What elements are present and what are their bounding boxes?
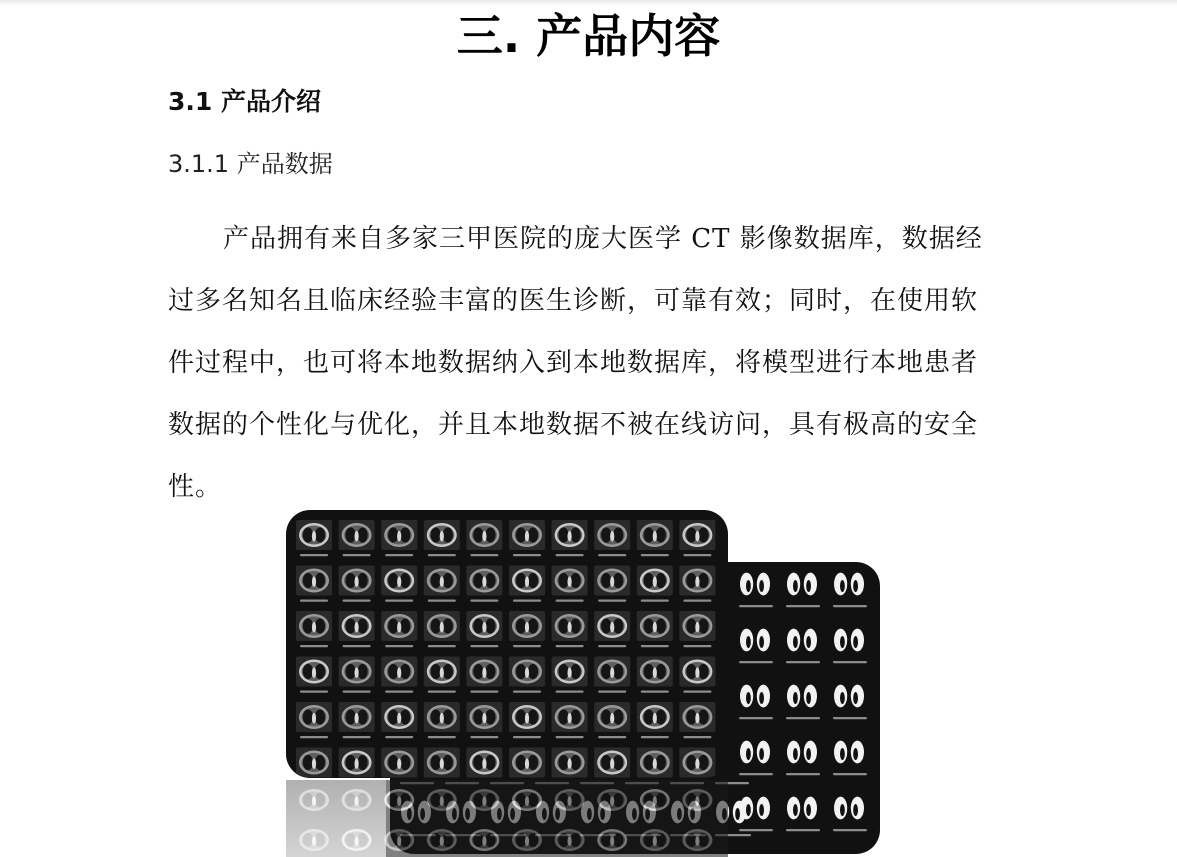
ct-scan-thumbnail bbox=[512, 660, 542, 684]
thumbnail-filename-caption bbox=[598, 736, 626, 738]
thumbnail-filename-caption bbox=[428, 600, 456, 602]
ct-scan-thumbnail bbox=[682, 660, 712, 684]
thumbnail-filename-caption bbox=[343, 736, 371, 738]
ct-scan-thumbnail bbox=[384, 569, 414, 593]
ct-scan-thumbnail bbox=[555, 614, 585, 638]
thumbnail-filename-caption bbox=[513, 691, 541, 693]
ct-scan-thumbnail bbox=[597, 789, 627, 811]
thumbnail-filename-caption bbox=[641, 691, 669, 693]
ct-scan-thumbnail bbox=[682, 789, 712, 811]
thumbnail-filename-caption bbox=[683, 645, 711, 647]
ct-scan-thumbnail bbox=[640, 614, 670, 638]
ct-scan-thumbnail bbox=[512, 523, 542, 547]
body-paragraph: 产品拥有来自多家三甲医院的庞大医学 CT 影像数据库，数据经过多名知名且临床经验丰富的医生诊断，可靠有效；同时，在使用软件过程中，也可将本地数据纳入到本地数据库，将模型进行本地患者数据的个性化与优化，并且本地数据不被在线访问，具有极高的安全性。 bbox=[168, 224, 983, 502]
ct-scan-thumbnail bbox=[597, 614, 627, 638]
thumbnail-filename-caption bbox=[598, 691, 626, 693]
thumbnail-filename-caption bbox=[300, 554, 328, 556]
ct-scan-thumbnail bbox=[640, 829, 670, 851]
ct-scan-thumbnail bbox=[469, 751, 499, 775]
thumbnail-filename-caption bbox=[786, 605, 820, 607]
ct-scan-thumbnail bbox=[597, 829, 627, 851]
ct-scan-thumbnail bbox=[299, 751, 329, 775]
ct-scan-thumbnail bbox=[597, 705, 627, 729]
ct-scan-thumbnail bbox=[512, 789, 542, 811]
ct-scan-thumbnail bbox=[342, 569, 372, 593]
thumbnail-filename-caption bbox=[385, 600, 413, 602]
ct-scan-thumbnail bbox=[427, 660, 457, 684]
thumbnail-filename-caption bbox=[428, 736, 456, 738]
thumbnail-filename-caption bbox=[343, 691, 371, 693]
thumbnail-filename-caption bbox=[428, 645, 456, 647]
section-title: 3.1 产品介绍 bbox=[168, 87, 321, 116]
ct-scan-thumbnail bbox=[384, 705, 414, 729]
thumbnail-filename-caption bbox=[470, 691, 498, 693]
thumbnail-filename-caption bbox=[786, 661, 820, 663]
ct-scan-thumbnail bbox=[342, 751, 372, 775]
thumbnail-filename-caption bbox=[343, 645, 371, 647]
ct-scan-thumbnail bbox=[299, 614, 329, 638]
ct-scan-thumbnail bbox=[469, 660, 499, 684]
ct-scan-thumbnail bbox=[640, 789, 670, 811]
ct-scan-thumbnail bbox=[384, 523, 414, 547]
thumbnail-filename-caption bbox=[739, 717, 773, 719]
ct-scan-thumbnail bbox=[512, 751, 542, 775]
ct-scan-thumbnail bbox=[555, 705, 585, 729]
ct-scan-thumbnail bbox=[682, 523, 712, 547]
ct-scan-thumbnail bbox=[427, 614, 457, 638]
thumbnail-filename-caption bbox=[786, 773, 820, 775]
thumbnail-filename-caption bbox=[385, 554, 413, 556]
thumbnail-filename-caption bbox=[470, 736, 498, 738]
thumbnail-filename-caption bbox=[833, 773, 867, 775]
ct-scan-thumbnail bbox=[555, 523, 585, 547]
ct-scan-thumbnail bbox=[469, 614, 499, 638]
thumbnail-filename-caption bbox=[683, 600, 711, 602]
thumbnail-filename-caption bbox=[683, 554, 711, 556]
ct-scan-thumbnail bbox=[299, 523, 329, 547]
thumbnail-filename-caption bbox=[598, 645, 626, 647]
ct-scan-thumbnail bbox=[427, 751, 457, 775]
thumbnail-filename-caption bbox=[598, 600, 626, 602]
thumbnail-filename-caption bbox=[641, 600, 669, 602]
ct-scan-thumbnail bbox=[597, 660, 627, 684]
thumbnail-filename-caption bbox=[385, 691, 413, 693]
thumbnail-filename-caption bbox=[428, 691, 456, 693]
thumbnail-filename-caption bbox=[833, 829, 867, 831]
thumbnail-filename-caption bbox=[833, 661, 867, 663]
thumbnail-filename-caption bbox=[739, 605, 773, 607]
thumbnail-filename-caption bbox=[683, 736, 711, 738]
ct-scan-thumbnail bbox=[384, 614, 414, 638]
ct-scan-thumbnail bbox=[597, 751, 627, 775]
thumbnail-filename-caption bbox=[556, 554, 584, 556]
ct-scan-thumbnail bbox=[469, 523, 499, 547]
thumbnail-filename-caption bbox=[385, 736, 413, 738]
ct-scan-thumbnail bbox=[469, 829, 499, 851]
thumbnail-filename-caption bbox=[300, 736, 328, 738]
ct-scan-thumbnail bbox=[512, 569, 542, 593]
thumbnail-filename-caption bbox=[641, 736, 669, 738]
thumbnail-filename-caption bbox=[786, 717, 820, 719]
thumbnail-filename-caption bbox=[833, 717, 867, 719]
thumbnail-filename-caption bbox=[343, 554, 371, 556]
thumbnail-filename-caption bbox=[513, 554, 541, 556]
ct-scan-thumbnail bbox=[427, 523, 457, 547]
thumbnail-filename-caption bbox=[739, 829, 773, 831]
thumbnail-filename-caption bbox=[428, 554, 456, 556]
ct-scan-thumbnail bbox=[427, 705, 457, 729]
chapter-title: 三. 产品内容 bbox=[456, 9, 721, 63]
ct-scan-thumbnail bbox=[512, 614, 542, 638]
thumbnail-filename-caption bbox=[513, 645, 541, 647]
ct-scan-thumbnail bbox=[512, 705, 542, 729]
thumbnail-filename-caption bbox=[556, 736, 584, 738]
ct-scan-thumbnail bbox=[682, 569, 712, 593]
ct-scan-thumbnail bbox=[299, 705, 329, 729]
ct-scan-thumbnail bbox=[342, 705, 372, 729]
ct-scan-thumbnail bbox=[640, 660, 670, 684]
ct-scan-thumbnail bbox=[427, 789, 457, 811]
ct-scan-thumbnail bbox=[342, 523, 372, 547]
thumbnail-filename-caption bbox=[513, 736, 541, 738]
ct-scan-thumbnail bbox=[640, 523, 670, 547]
thumbnail-filename-caption bbox=[556, 645, 584, 647]
thumbnail-filename-caption bbox=[470, 600, 498, 602]
thumbnail-filename-caption bbox=[470, 645, 498, 647]
ct-scan-thumbnail bbox=[427, 569, 457, 593]
subsection-title: 3.1.1 产品数据 bbox=[168, 150, 333, 178]
ct-scan-thumbnail bbox=[469, 789, 499, 811]
ct-scan-thumbnail bbox=[384, 789, 414, 811]
ct-scan-thumbnail bbox=[342, 660, 372, 684]
thumbnail-filename-caption bbox=[786, 829, 820, 831]
ct-scan-thumbnail bbox=[342, 614, 372, 638]
thumbnail-filename-caption bbox=[739, 661, 773, 663]
thumbnail-filename-caption bbox=[556, 691, 584, 693]
ct-scan-thumbnail bbox=[555, 829, 585, 851]
ct-scan-thumbnail bbox=[299, 569, 329, 593]
ct-scan-thumbnail bbox=[427, 829, 457, 851]
ct-scan-thumbnail bbox=[512, 829, 542, 851]
ct-scan-thumbnail bbox=[682, 614, 712, 638]
ct-scan-thumbnail bbox=[384, 829, 414, 851]
thumbnail-filename-caption bbox=[385, 645, 413, 647]
ct-scan-thumbnail bbox=[682, 705, 712, 729]
ct-scan-thumbnail bbox=[384, 751, 414, 775]
ct-scan-thumbnail bbox=[597, 523, 627, 547]
ct-scan-thumbnail bbox=[469, 705, 499, 729]
thumbnail-filename-caption bbox=[300, 691, 328, 693]
ct-scan-thumbnail bbox=[555, 569, 585, 593]
thumbnail-filename-caption bbox=[641, 645, 669, 647]
thumbnail-filename-caption bbox=[598, 554, 626, 556]
ct-scan-thumbnail bbox=[640, 705, 670, 729]
thumbnail-filename-caption bbox=[739, 773, 773, 775]
thumbnail-filename-caption bbox=[470, 554, 498, 556]
thumbnail-filename-caption bbox=[556, 600, 584, 602]
ct-scan-thumbnail bbox=[384, 660, 414, 684]
thumbnail-filename-caption bbox=[343, 600, 371, 602]
thumbnail-filename-caption bbox=[641, 554, 669, 556]
thumbnail-filename-caption bbox=[300, 600, 328, 602]
ct-scan-thumbnail bbox=[597, 569, 627, 593]
ct-scan-thumbnail bbox=[682, 751, 712, 775]
ct-scan-thumbnail bbox=[640, 751, 670, 775]
ct-scan-thumbnail bbox=[682, 829, 712, 851]
thumbnail-filename-caption bbox=[683, 691, 711, 693]
thumbnail-filename-caption bbox=[833, 605, 867, 607]
thumbnail-filename-caption bbox=[513, 600, 541, 602]
ct-scan-thumbnail bbox=[555, 660, 585, 684]
ct-scan-thumbnail bbox=[555, 751, 585, 775]
ct-scan-thumbnail bbox=[469, 569, 499, 593]
ct-scan-thumbnail bbox=[299, 660, 329, 684]
ct-scan-thumbnail bbox=[640, 569, 670, 593]
thumbnail-filename-caption bbox=[300, 645, 328, 647]
ct-scan-thumbnail bbox=[555, 789, 585, 811]
